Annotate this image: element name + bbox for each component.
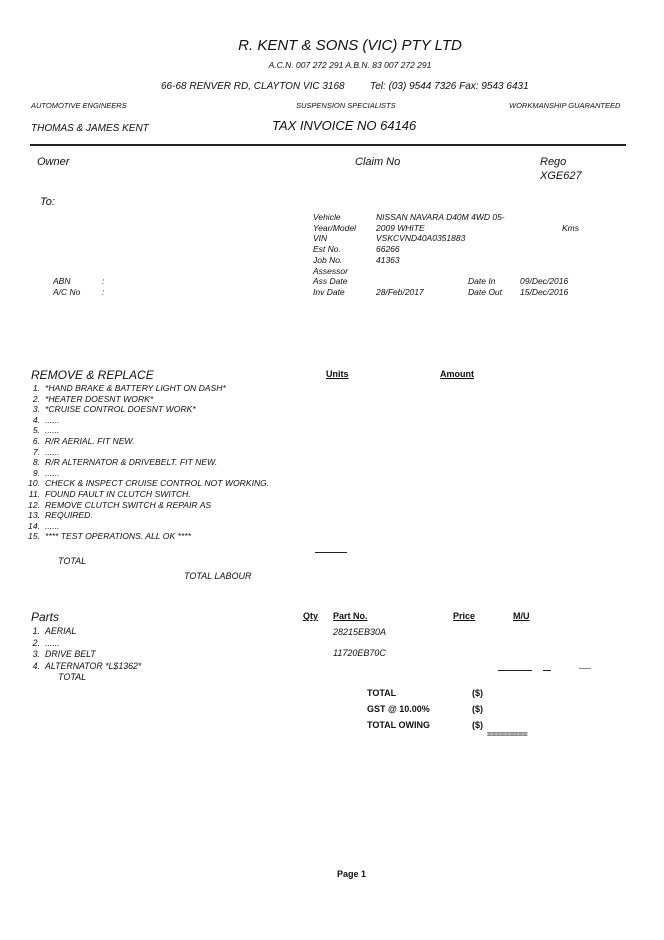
gst-label: GST @ 10.00%	[367, 704, 430, 714]
item-text: *HEATER DOESNT WORK*	[45, 393, 154, 404]
owing-currency: ($)	[472, 720, 483, 730]
amount-header: Amount	[440, 369, 474, 379]
total-labour-label: TOTAL LABOUR	[184, 571, 252, 581]
price-total-rule	[498, 670, 532, 671]
item-number: 7.	[32, 446, 40, 457]
part-no-value: 11720EB70C	[333, 648, 386, 658]
item-number: 1.	[32, 626, 40, 636]
item-number: 2.	[32, 393, 40, 404]
ac-no-colon: :	[102, 287, 105, 297]
list-item	[22, 649, 141, 661]
item-text: R/R AERIAL. FIT NEW.	[45, 435, 135, 446]
tag-automotive-engineers: AUTOMOTIVE ENGINEERS	[31, 101, 127, 110]
gst-currency: ($)	[472, 704, 483, 714]
list-item	[22, 638, 141, 650]
item-number: 3.	[32, 404, 40, 415]
list-item	[22, 415, 269, 426]
ass-date-label: Ass Date	[313, 276, 348, 287]
date-in-value: 09/Dec/2016	[520, 276, 569, 286]
labour-total-label: TOTAL	[58, 556, 87, 566]
abn-label: ABN	[53, 276, 71, 286]
item-number: 4.	[32, 660, 40, 671]
assessor-label: Assessor	[313, 265, 348, 276]
item-text: ......	[45, 446, 60, 457]
list-item	[22, 394, 269, 405]
company-acn-abn: A.C.N. 007 272 291 A.B.N. 83 007 272 291	[268, 60, 432, 70]
item-number: 5.	[32, 425, 40, 436]
rego-label: Rego	[540, 156, 567, 168]
list-item	[22, 500, 269, 511]
list-item	[22, 661, 141, 673]
item-number: 6.	[32, 435, 40, 446]
job-no-value: 41363	[376, 254, 400, 265]
page-number: Page 1	[337, 869, 367, 879]
parts-items	[22, 626, 141, 672]
labour-items	[22, 383, 269, 542]
item-text: REQUIRED.	[45, 510, 93, 521]
item-number: 4.	[32, 414, 40, 425]
date-in-label: Date In	[468, 276, 496, 286]
labour-heading: REMOVE & REPLACE	[31, 368, 154, 382]
grand-total-label: TOTAL	[367, 688, 397, 698]
item-text: REMOVE CLUTCH SWITCH & REPAIR AS	[45, 499, 212, 510]
list-item	[22, 457, 269, 468]
year-model-label: Year/Model	[313, 222, 356, 233]
qty-header: Qty	[303, 611, 319, 621]
units-total-rule	[315, 552, 347, 553]
job-no-label: Job No.	[313, 254, 343, 265]
item-text: AERIAL	[45, 626, 77, 636]
item-number: 11.	[28, 488, 40, 499]
units-header: Units	[326, 369, 349, 379]
list-item	[22, 531, 269, 542]
list-item	[22, 404, 269, 415]
list-item	[22, 425, 269, 436]
total-owing-label: TOTAL OWING	[367, 720, 430, 730]
est-no-value: 66266	[376, 244, 400, 255]
tag-workmanship-guaranteed: WORKMANSHIP GUARANTEED	[509, 101, 621, 110]
item-text: **** TEST OPERATIONS. ALL OK ****	[45, 531, 191, 542]
total-currency: ($)	[472, 688, 483, 698]
list-item	[22, 478, 269, 489]
owner-label: Owner	[37, 156, 70, 168]
mu-header: M/U	[513, 611, 530, 621]
item-text: ......	[45, 637, 60, 648]
inv-date-value: 28/Feb/2017	[376, 286, 424, 297]
item-number: 13.	[28, 510, 40, 521]
item-text: ......	[45, 425, 60, 436]
item-text: DRIVE BELT	[45, 649, 96, 659]
item-number: 8.	[32, 457, 40, 468]
list-item	[22, 521, 269, 532]
item-text: *CRUISE CONTROL DOESNT WORK*	[45, 404, 196, 415]
company-name: R. KENT & SONS (VIC) PTY LTD	[238, 37, 462, 54]
list-item	[22, 626, 141, 638]
list-item	[22, 510, 269, 521]
header-divider	[30, 144, 626, 146]
item-text: ......	[45, 467, 60, 478]
date-out-value: 15/Dec/2016	[520, 287, 569, 297]
abn-colon: :	[102, 276, 105, 286]
owing-double-underline: =========	[487, 729, 528, 739]
vin-value: VSKCVND40A0351883	[376, 233, 466, 244]
list-item	[22, 383, 269, 394]
claim-label: Claim No	[355, 156, 401, 168]
vehicle-label: Vehicle	[313, 212, 341, 222]
item-number: 9.	[32, 467, 40, 478]
item-text: *HAND BRAKE & BATTERY LIGHT ON DASH*	[45, 383, 226, 393]
list-item	[22, 489, 269, 500]
invoice-title: TAX INVOICE NO 64146	[272, 118, 417, 133]
vin-label: VIN	[313, 233, 328, 244]
est-no-label: Est No.	[313, 244, 341, 255]
item-text: R/R ALTERNATOR & DRIVEBELT. FIT NEW.	[45, 457, 218, 468]
part-no-value: 28215EB30A	[333, 627, 387, 637]
kms-label: Kms	[562, 223, 579, 233]
item-number: 10.	[28, 478, 40, 489]
item-text: ALTERNATOR *L$1362*	[45, 660, 142, 671]
parts-total-label: TOTAL	[58, 672, 87, 682]
amount-total-rule	[579, 668, 591, 669]
vehicle-labels	[313, 212, 356, 298]
parts-heading: Parts	[31, 610, 60, 624]
item-text: FOUND FAULT IN CLUTCH SWITCH.	[45, 488, 191, 499]
item-number: 3.	[32, 649, 40, 659]
list-item	[22, 468, 269, 479]
ac-no-label: A/C No	[53, 287, 81, 297]
item-number: 2.	[32, 637, 40, 648]
to-label: To:	[40, 196, 55, 208]
mu-total-rule	[543, 670, 551, 671]
item-text: CHECK & INSPECT CRUISE CONTROL NOT WORKING.	[45, 478, 270, 489]
company-phone-fax: Tel: (03) 9544 7326 Fax: 9543 6431	[370, 81, 529, 92]
proprietors: THOMAS & JAMES KENT	[31, 123, 149, 134]
item-number: 14.	[28, 520, 40, 531]
price-header: Price	[453, 611, 476, 621]
item-number: 12.	[28, 499, 40, 510]
date-out-label: Date Out	[468, 287, 503, 297]
list-item	[22, 447, 269, 458]
item-number: 15.	[28, 531, 40, 542]
tag-suspension-specialists: SUSPENSION SPECIALISTS	[296, 101, 396, 110]
company-address: 66-68 RENVER RD, CLAYTON VIC 3168	[161, 81, 345, 92]
part-no-header: Part No.	[333, 611, 368, 621]
inv-date-label: Inv Date	[313, 286, 345, 297]
year-model-value: 2009 WHITE	[376, 222, 425, 233]
rego-value: XGE627	[540, 170, 582, 182]
list-item	[22, 436, 269, 447]
item-number: 1.	[32, 383, 40, 393]
item-text: ......	[45, 520, 60, 531]
item-text: ......	[45, 414, 60, 425]
vehicle-value: NISSAN NAVARA D40M 4WD 05-	[376, 212, 505, 222]
